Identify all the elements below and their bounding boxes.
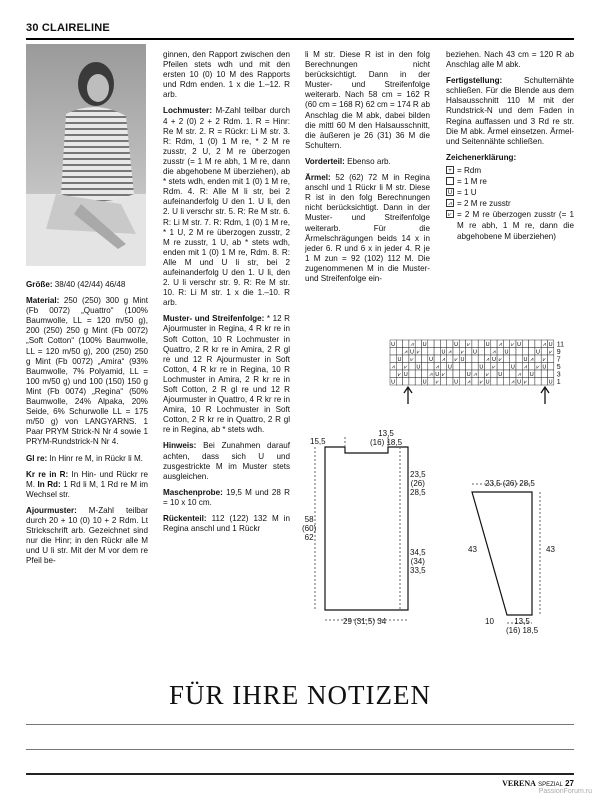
legend-item-k2tog: ⩘ = 2 M re zusstr — [446, 198, 574, 209]
aermel-text: 52 (62) 72 M in Regina anschl und 1 Rückr li M str. Diese R ist in den folg Berechnungen nicht berücksichtigt. Dann in der Muster- und Streifenfolge weiterarb. Für die Ärmelschrägungen beids 14 x in jeder 6. R und 6 x in jeder 4. R je 1 M zun = 92 (102) 112 M. Die zugenommenen M in die Muster- und Streifenfolge ein- — [305, 173, 430, 283]
ajour-label: Ajourmuster: — [26, 505, 77, 515]
chart-row-number: 11 — [556, 341, 565, 349]
chart-cell — [510, 355, 516, 363]
ruecken-text: 112 (122) 132 M in Regina anschl und 1 Rückr — [163, 514, 291, 534]
chart-cell — [472, 363, 478, 371]
chart-cell-symbol: ⩘ — [391, 364, 395, 371]
chart-cell-symbol: ⩗ — [441, 372, 446, 378]
chart-cell — [491, 340, 497, 348]
chart-cell — [390, 348, 396, 356]
notes-line-3 — [26, 773, 574, 775]
chart-cell — [422, 370, 428, 378]
chart-cell-symbol: ⩗ — [435, 379, 439, 386]
chart-cell — [497, 363, 503, 371]
chart-cell-symbol: ⩘ — [530, 357, 534, 363]
size-label: Größe: — [26, 280, 53, 289]
rd-label: In Rd: — [37, 479, 61, 489]
back-top-left-measure: 15,5 — [310, 437, 326, 446]
repeat-end-arrow-icon — [541, 387, 549, 404]
chart-cell — [415, 340, 421, 348]
aermel-label: Ärmel: — [305, 173, 331, 183]
chart-row-number: 1 — [556, 379, 561, 386]
gl-label: Gl re: — [26, 453, 48, 463]
chart-row-number: 3 — [556, 371, 561, 379]
chart-cell-symbol: ⩗ — [549, 349, 553, 356]
rd-text: 1 Rd li M, 1 Rd re M im Wechsel str. — [26, 479, 149, 499]
chart-cell — [403, 378, 409, 386]
back-schematic — [300, 425, 430, 635]
knit-symbol-icon — [446, 177, 454, 185]
chart-cell — [459, 370, 465, 378]
chart-cell — [415, 378, 421, 386]
ajour-text: M-Zahl teilbar durch 20 + 10 (0) 10 + 2 Rdm. Lt Strickschrift arb. Gezeichnet sind nur die Hinr; in den Rückr alle M und U li str. Mit der M vor dem re Pfeil be- — [26, 505, 148, 566]
chart-cell — [548, 355, 554, 363]
chart-cell-symbol: ⩘ — [498, 342, 502, 348]
chart-cell — [478, 355, 484, 363]
chart-cell — [485, 348, 491, 356]
maschenprobe-text: 19,5 M und 28 R = 10 x 10 cm. — [163, 487, 290, 507]
chart-cell-symbol: ⩗ — [404, 364, 408, 371]
vorder-label: Vorderteil: — [305, 156, 345, 166]
chart-cell — [409, 378, 415, 386]
hinweis-text: Bei Zunahmen darauf achten, dass sich U und zusgestrickte M im Muster stets ausgleichen. — [163, 441, 291, 481]
chart-cell — [428, 363, 434, 371]
chart-cell-symbol: ⩗ — [467, 342, 471, 348]
chart-cell-symbol: U — [523, 357, 528, 363]
chart-cell — [503, 355, 509, 363]
chart-cell — [510, 348, 516, 356]
chart-cell-symbol: U — [410, 349, 415, 356]
chart-cell — [434, 348, 440, 356]
chart-cell-symbol: U — [517, 379, 522, 386]
k2tog-symbol-icon: ⩘ — [446, 199, 454, 207]
chart-cell-symbol: U — [447, 364, 452, 371]
chart-cell-symbol: ⩗ — [479, 379, 483, 386]
column-4 — [446, 50, 574, 242]
chart-cell-symbol: ⩗ — [492, 364, 496, 371]
column-1 — [26, 280, 148, 572]
chart-cell — [409, 363, 415, 371]
chart-row-number: 5 — [556, 364, 561, 371]
chart-cell — [529, 363, 535, 371]
chart-cell-symbol: ⩘ — [467, 379, 471, 386]
chart-cell — [535, 355, 541, 363]
notes-line-2 — [26, 749, 574, 750]
chart-cell — [516, 363, 522, 371]
chart-cell-symbol: U — [441, 349, 446, 356]
chart-cell — [503, 340, 509, 348]
chart-cell-symbol: ⩘ — [486, 357, 490, 363]
chart-cell-symbol: U — [403, 372, 408, 378]
chart-cell — [415, 355, 421, 363]
chart-cell-symbol: U — [485, 342, 490, 348]
chart-cell — [529, 348, 535, 356]
chart-cell-symbol: U — [479, 364, 484, 371]
chart-cell — [459, 378, 465, 386]
chart-cell — [422, 348, 428, 356]
gl-text: In Hinr re M, in Rückr li M. — [49, 453, 143, 463]
sleeve-right-measure: 43 — [546, 545, 555, 554]
chart-cell-symbol: ⩘ — [492, 349, 496, 356]
size-text: 38/40 (42/44) 46/48 — [54, 280, 126, 289]
chart-cell-symbol: ⩘ — [410, 342, 414, 348]
chart-cell — [491, 378, 497, 386]
chart-cell — [440, 363, 446, 371]
chart-cell — [453, 363, 459, 371]
chart-cell-symbol: U — [466, 372, 471, 378]
chart-cell — [396, 348, 402, 356]
chart-cell — [548, 363, 554, 371]
chart-cell-symbol: U — [460, 357, 465, 363]
chart-cell — [434, 340, 440, 348]
chart-cell-symbol: U — [391, 379, 396, 386]
chart-cell — [403, 340, 409, 348]
chart-cell-symbol: U — [485, 379, 490, 386]
chart-cell-symbol: ⩘ — [511, 379, 515, 386]
chart-cell — [434, 355, 440, 363]
chart-cell — [541, 370, 547, 378]
knitting-chart — [388, 338, 578, 408]
chart-cell-symbol: U — [504, 349, 509, 356]
material-text: 250 (250) 300 g Mint (Fb 0072) „Quattro“ (100% Baumwolle, LL = 120 m/50 g), 200 (250) 250 g Mint (Fb 0072) „Soft Cotton“ (100% Baumwolle, LL = 120 m/50 g), 200 (250) 250 g Mint (Fb 0072) „Amira“ (93% Baumwolle, 7% Polyamid, LL = 100 m/50 g) und 100 (150) 150 g Mint (Fb 0074) „Regina“ (50% Baumwolle, 24% Alpaka, 20% Seide, 6% Schurwolle LL = 175 m/50 g) von LANGYARNS. 1 Paar PRYM Strick-N Nr 4 sowie 1 PRYM-Rundstrick-N Nr 4. — [26, 296, 148, 447]
chart-row-number: 7 — [556, 356, 561, 364]
chart-cell — [541, 348, 547, 356]
chart-cell — [390, 355, 396, 363]
chart-cell — [422, 363, 428, 371]
chart-cell — [529, 340, 535, 348]
legend-title: Zeichenerklärung: — [446, 152, 517, 162]
chart-cell-symbol: U — [548, 342, 553, 348]
chart-cell — [535, 370, 541, 378]
chart-row-number: 9 — [556, 349, 561, 356]
chart-cell — [535, 340, 541, 348]
chart-cell — [447, 378, 453, 386]
chart-cell — [472, 340, 478, 348]
chart-cell-symbol: ⩘ — [435, 364, 439, 371]
chart-cell-symbol: ⩘ — [441, 357, 446, 363]
back-width-measure: 29 (31,5) 34 — [343, 617, 387, 626]
loch-text: M-Zahl teilbar durch 4 + 2 (0) 2 + 2 Rdm. 1. R = Hinr: Re M str. 2. R = Rückr: Li M str. 3. R: Rdm, 1 (0) 1 M re, * 2 M re zusstr, 2 U, 2 M re überzogen zusstr (= 1 M re abh, 1 M re, dann die abgehobene M überziehen), ab * stets wdh, enden mit 1 (0) 1 M re, Rdm. 4. R: Alle M li str, bei 2 aufeinanderfolg U den 1. U li, den 2. U li verschr str. 5. R: Re M str. 6. R: Li M str. 7. R: Rdm, 1 (0) 1 M re, * 1 U, 2 M re überzogen zusstr, 2 M re zusstr, 1 U, ab * stets wdh, enden mit 1 (0) 1 M re, Rdm. 8. R: Alle M und U li str, bei 2 aufeinanderfolg U den 1. U li, den 2. U li verschr str. 9. R: Re M str. 10. R: Li M str. 1 x die 1.–10. R arb. — [163, 106, 290, 308]
chart-cell-symbol: U — [498, 372, 503, 378]
legend-item-rdm: + = Rdm — [446, 165, 574, 176]
chart-cell — [497, 378, 503, 386]
chart-cell-symbol: U — [473, 349, 478, 356]
chart-cell — [428, 378, 434, 386]
sleeve-top-measure: 23,5 (26) 28,5 — [485, 479, 535, 488]
chart-cell — [403, 355, 409, 363]
fertig-text: Schulternähte schließen. Für die Blende aus dem Halsausschnitt 110 M mit der Rundstrick-N und dem Faden in Regina auffassen und 3 Rd re str. Die M abk. Ärmel einsetzen. Ärmel- und Seitennähte schließen. — [446, 76, 574, 146]
chart-cell — [478, 348, 484, 356]
selvedge-symbol-icon: + — [446, 166, 454, 174]
chart-cell — [447, 340, 453, 348]
notes-title: FÜR IHRE NOTIZEN — [169, 680, 431, 710]
column-2 — [163, 50, 290, 540]
chart-cell — [472, 378, 478, 386]
chart-cell-symbol: ⩘ — [542, 342, 546, 348]
chart-cell — [522, 348, 528, 356]
chart-cell — [447, 355, 453, 363]
ruecken-continued: li M str. Diese R ist in den folg Berechnungen nicht berücksichtigt. Dann in der Muster- und Streifenfolge weiterarb. Nach 58 cm = 162 R (60 cm = 168 R) 62 cm = 174 R ab Anschlag die M abk, dabei bilden die mittl 60 M den Halsausschnitt, die äußeren je 26 (31) 36 M die Schultern. — [305, 50, 430, 150]
chart-cell-symbol: U — [542, 364, 547, 371]
chart-cell — [447, 370, 453, 378]
chart-cell-symbol: ⩘ — [429, 372, 433, 378]
chart-cell — [478, 370, 484, 378]
chart-cell-symbol: ⩘ — [404, 349, 408, 356]
chart-cell-symbol: ⩗ — [523, 379, 528, 386]
kr-text: In Hin- und Rückr re M. — [26, 469, 148, 489]
footer-brand: VERENA — [502, 779, 536, 788]
chart-cell — [390, 370, 396, 378]
kr-label: Kr re in R: — [26, 469, 69, 479]
fertig-label: Fertigstellung: — [446, 76, 503, 86]
sleeve-bottom-right-measure: 13,5 (16) 18,5 — [506, 617, 539, 635]
column-3 — [305, 50, 430, 290]
chart-cell — [529, 378, 535, 386]
maschenprobe-label: Maschenprobe: — [163, 487, 223, 497]
notes-line-1 — [26, 724, 574, 725]
page-header: 30 CLAIRELINE — [26, 22, 110, 34]
chart-cell-symbol: U — [491, 357, 496, 363]
footer-issue: SPEZIAL — [538, 782, 563, 788]
chart-cell — [459, 363, 465, 371]
chart-cell-symbol: ⩗ — [460, 349, 465, 356]
back-side-measure: 34,5 (34) 33,5 — [410, 548, 426, 575]
chart-cell — [466, 348, 472, 356]
chart-cell — [522, 370, 528, 378]
back-top-right-measure: 13,5 (16) 18,5 — [370, 429, 403, 447]
chart-cell-symbol: ⩗ — [536, 364, 540, 371]
chart-cell-symbol: ⩗ — [486, 372, 490, 378]
muster-label: Muster- und Streifenfolge: — [163, 314, 265, 324]
chart-cell — [535, 378, 541, 386]
legend-item-yo: U = 1 U — [447, 187, 477, 197]
chart-cell-symbol: U — [435, 372, 440, 378]
watermark: PassionForum.ru — [538, 788, 592, 795]
chart-cell — [522, 340, 528, 348]
yarn-over-symbol-icon: U — [447, 190, 453, 197]
ssk-symbol-icon: ⩗ — [446, 210, 454, 218]
chart-cell — [440, 378, 446, 386]
chart-cell — [466, 363, 472, 371]
muster-text: * 12 R Ajourmuster in Regina, 4 R kr re in Soft Cotton, 10 R Lochmuster in Quattro, 2 R kr re in Amira, 2 R gl re und 12 R Ajourmuster in Soft Cotton, 4 R kr re in Regina, 10 R Lochmuster in Amira, 2 R kr re in Soft Cotton, 2 R gl re und 12 R Ajourmuster in Quattro, 4 R kr re in Amira, 10 R Lochmuster in Soft Cotton, 2 R kr re in Quattro, 2 R gl re in Regina, ab * stets wdh. — [163, 314, 290, 435]
vorder-text: Ebenso arb. — [347, 156, 391, 166]
chart-cell-symbol: ⩗ — [511, 342, 515, 348]
chart-cell-symbol: U — [416, 364, 421, 371]
chart-cell — [428, 340, 434, 348]
page-footer — [502, 779, 574, 788]
hinweis-label: Hinweis: — [163, 441, 197, 451]
ajour-continued: ginnen, den Rapport zwischen den Pfeilen stets wdh und mit den ersten 10 (0) 10 M des Rapports und Rdm enden. 1 x die 1.–12. R arb. — [163, 50, 290, 100]
sleeve-left-measure: 43 — [468, 545, 477, 554]
chart-cell-symbol: ⩗ — [454, 357, 458, 363]
chart-cell-symbol: U — [517, 342, 522, 348]
chart-cell-symbol: ⩗ — [397, 372, 402, 378]
chart-cell — [459, 340, 465, 348]
chart-cell-symbol: ⩘ — [448, 349, 452, 356]
chart-cell-symbol: U — [454, 342, 459, 348]
chart-cell-symbol: U — [548, 379, 553, 386]
chart-cell-symbol: ⩗ — [542, 357, 546, 363]
chart-cell — [491, 370, 497, 378]
loch-label: Lochmuster: — [163, 106, 213, 116]
chart-cell — [472, 355, 478, 363]
chart-cell — [510, 370, 516, 378]
chart-cell-symbol: ⩘ — [473, 372, 477, 378]
chart-cell — [453, 348, 459, 356]
header-rule — [26, 38, 574, 40]
chart-cell — [466, 355, 472, 363]
aermel-continued: beziehen. Nach 43 cm = 120 R ab Anschlag alle M abk. — [446, 50, 574, 70]
chart-cell — [548, 370, 554, 378]
back-armhole-measure: 23,5 (26) 28,5 — [410, 470, 426, 497]
material-label: Material: — [26, 296, 60, 306]
chart-cell — [440, 340, 446, 348]
repeat-start-arrow-icon — [404, 387, 412, 404]
chart-cell — [415, 370, 421, 378]
chart-cell-symbol: ⩘ — [523, 364, 528, 371]
chart-cell-symbol: U — [422, 379, 427, 386]
chart-cell — [503, 378, 509, 386]
back-length-measure: 58 (60) 62 — [302, 515, 317, 542]
chart-cell — [497, 348, 503, 356]
chart-cell — [541, 378, 547, 386]
sleeve-schematic — [460, 470, 570, 640]
chart-cell-symbol: U — [536, 349, 541, 356]
chart-cell — [422, 355, 428, 363]
chart-cell-symbol: U — [529, 372, 534, 378]
chart-cell-symbol: ⩗ — [416, 349, 420, 356]
chart-cell — [396, 363, 402, 371]
chart-cell-symbol: U — [510, 364, 515, 371]
chart-cell-symbol: ⩘ — [517, 372, 521, 378]
chart-cell-symbol: U — [428, 357, 433, 363]
chart-cell — [428, 348, 434, 356]
chart-cell — [409, 370, 415, 378]
chart-cell — [485, 363, 491, 371]
model-photo — [26, 44, 146, 266]
legend-item-ssk: ⩗ = 2 M re überzogen zusstr (= 1 M re abh, 1 M re, dann die abgehobene M überziehen) — [446, 209, 574, 242]
chart-cell — [396, 340, 402, 348]
chart-cell — [503, 363, 509, 371]
legend-item-knit: = 1 M re — [446, 176, 574, 187]
chart-cell-symbol: U — [422, 342, 427, 348]
ruecken-label: Rückenteil: — [163, 514, 207, 524]
chart-cell — [453, 370, 459, 378]
chart-cell-symbol: ⩗ — [498, 357, 502, 363]
chart-cell-symbol: U — [391, 342, 396, 348]
chart-cell-symbol: U — [397, 357, 402, 363]
chart-cell — [516, 355, 522, 363]
chart-cell — [396, 378, 402, 386]
legend — [446, 165, 574, 242]
chart-cell-symbol: U — [454, 379, 459, 386]
chart-cell-symbol: ⩗ — [410, 357, 414, 363]
chart-cell — [478, 340, 484, 348]
chart-cell — [516, 348, 522, 356]
chart-cell — [503, 370, 509, 378]
sleeve-bottom-left-measure: 10 — [485, 617, 494, 626]
page-number: 27 — [565, 779, 574, 788]
